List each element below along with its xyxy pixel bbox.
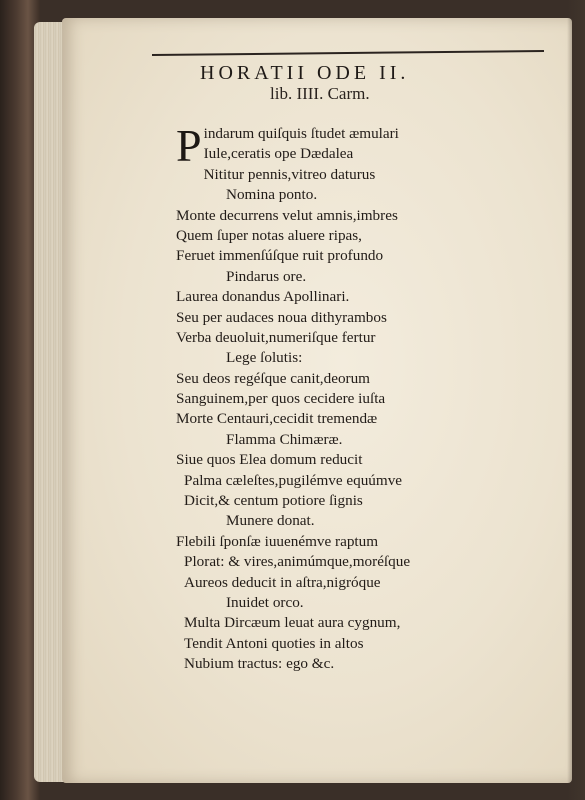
poem-line: Sanguinem,per quos cecidere iuſta	[176, 390, 386, 408]
poem-line: Tendit Antoni quoties in altos	[184, 634, 364, 652]
poem-line: Monte decurrens velut amnis,imbres	[176, 206, 398, 224]
running-head: HORATII ODE II.	[200, 62, 410, 84]
poem-line: Laurea donandus Apollinari.	[176, 288, 350, 306]
poem-line: Morte Centauri,cecidit tremendæ	[176, 410, 378, 428]
poem-line: Nubium tractus: ego &c.	[184, 655, 335, 673]
poem-line: Lege ſolutis:	[226, 349, 303, 367]
poem-line: Iule,ceratis ope Dædalea	[203, 145, 354, 163]
poem-line: Dicit,& centum potiore ſignis	[184, 492, 363, 510]
poem-line: Palma cæleſtes,pugilémve equúmve	[184, 471, 403, 489]
gutter-shadow	[567, 0, 585, 800]
poem-line: Quem ſuper notas aluere ripas,	[176, 226, 362, 244]
poem-line: Verba deuoluit,numeriſque fertur	[176, 328, 376, 346]
poem-line: Nomina ponto.	[226, 186, 318, 204]
poem-line: Munere donat.	[226, 512, 315, 530]
poem-line: Multa Dircæum leuat aura cygnum,	[184, 614, 401, 632]
poem-text	[176, 120, 556, 675]
poem-line: Seu deos regéſque canit,deorum	[176, 369, 370, 387]
book-subhead: lib. IIII. Carm.	[270, 84, 370, 103]
poem-line: Pindarus ore.	[226, 267, 307, 285]
poem-line: Inuidet orco.	[226, 593, 304, 611]
poem-line: Flebili ſponſæ iuuenémve raptum	[176, 532, 379, 550]
poem-line: Siue quos Elea domum reducit	[176, 451, 363, 469]
drop-cap: P	[176, 120, 202, 171]
poem-line: Flamma Chimæræ.	[226, 430, 343, 448]
poem-line: Pindarum quiſquis ſtudet æmulari	[176, 120, 399, 171]
poem-line: Aureos deducit in aſtra,nigróque	[184, 573, 381, 591]
poem-line: Seu per audaces noua dithyrambos	[176, 308, 387, 326]
poem-line: Nititur pennis,vitreo daturus	[203, 165, 376, 183]
poem-line: Plorat: & vires,animúmque,moréſque	[184, 553, 411, 571]
poem-line: Feruet immenſúſque ruit profundo	[176, 247, 384, 265]
